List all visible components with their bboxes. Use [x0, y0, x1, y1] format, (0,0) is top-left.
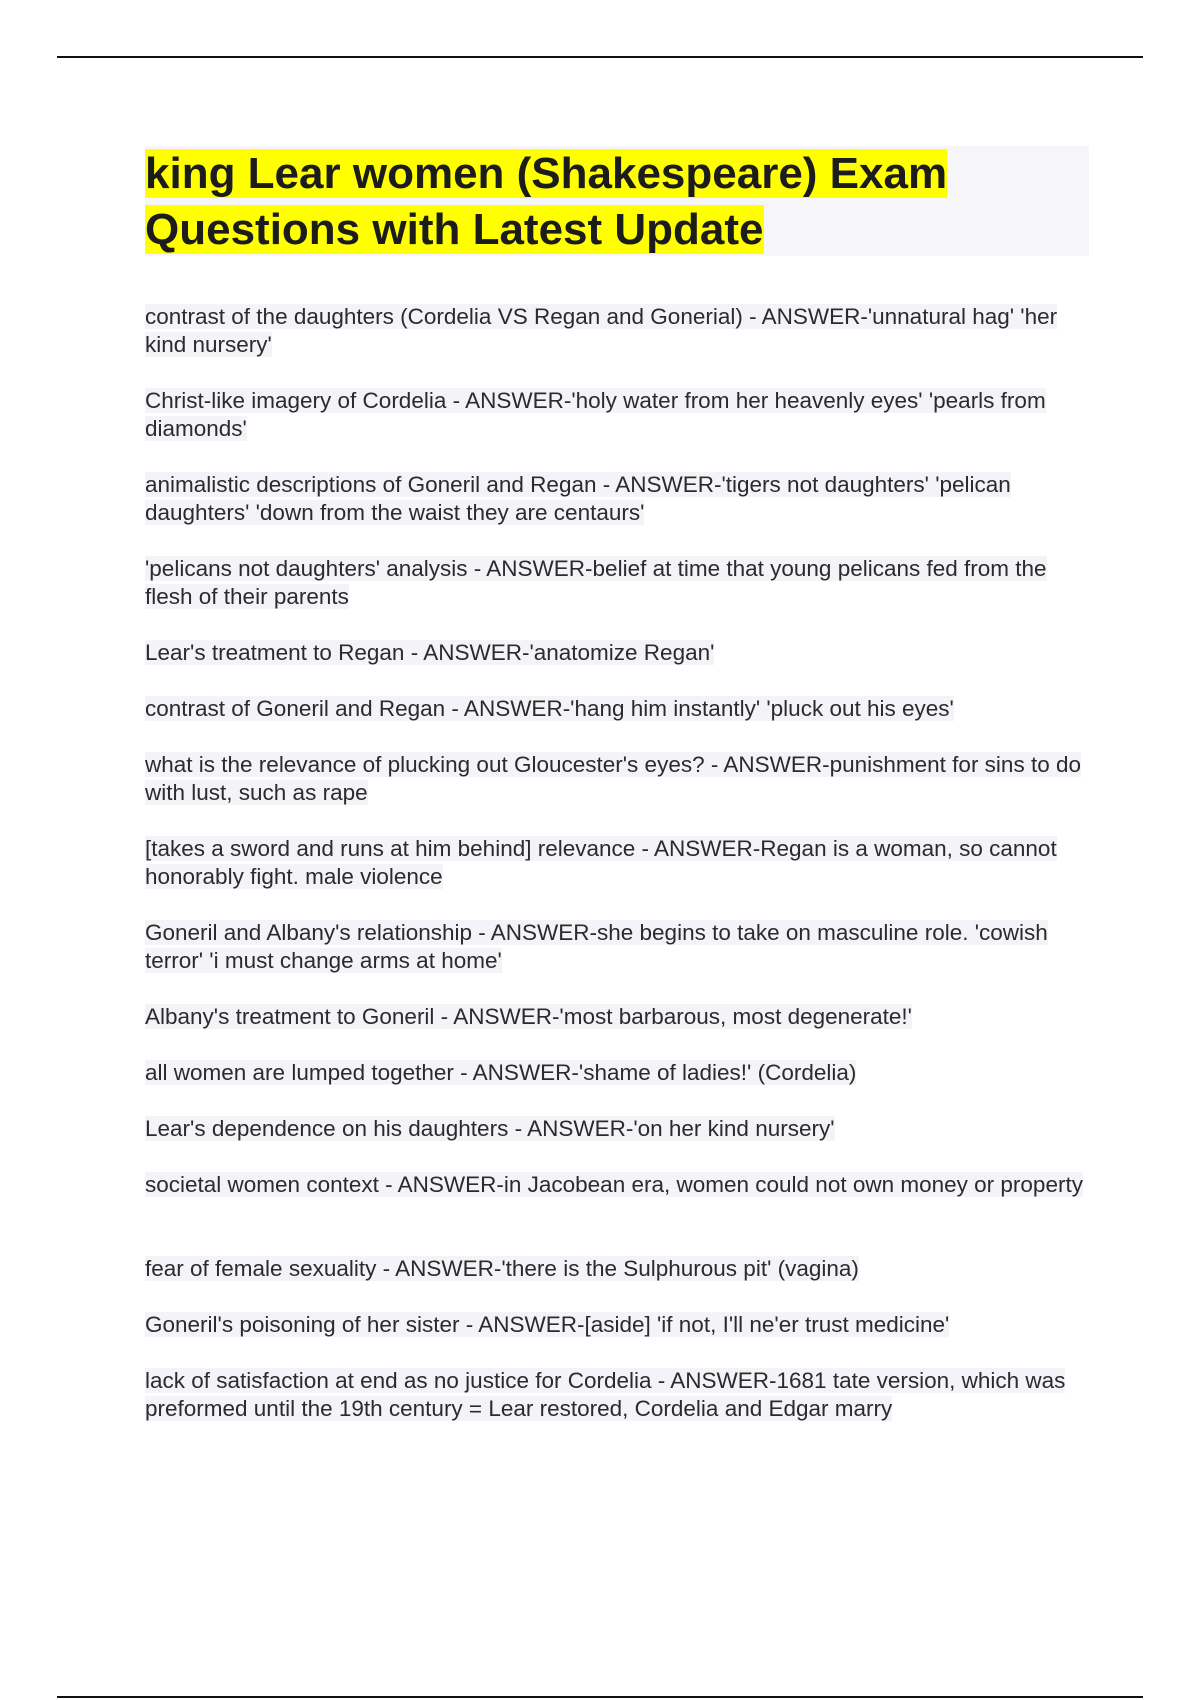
qa-item [145, 303, 1095, 387]
qa-item-text: lack of satisfaction at end as no justice for Cordelia - ANSWER-1681 tate version, which was preformed until the 19th century = Lear restored, Cordelia and Edgar marry [145, 1368, 1066, 1421]
title-block [145, 146, 1089, 256]
qa-item [145, 695, 1095, 751]
qa-item-text: 'pelicans not daughters' analysis - ANSWER-belief at time that young pelicans fed from the flesh of their parents [145, 556, 1047, 609]
qa-item-text: Lear's treatment to Regan - ANSWER-'anatomize Regan' [145, 640, 715, 665]
qa-item-text: animalistic descriptions of Goneril and Regan - ANSWER-'tigers not daughters' 'pelican daughters' 'down from the waist they are centaurs' [145, 472, 1011, 525]
qa-item-text: fear of female sexuality - ANSWER-'there is the Sulphurous pit' (vagina) [145, 1256, 859, 1281]
qa-list [145, 303, 1095, 1451]
document-title [145, 146, 1089, 258]
qa-item [145, 639, 1095, 695]
qa-item-text: Goneril and Albany's relationship - ANSWER-she begins to take on masculine role. 'cowish terror' 'i must change arms at home' [145, 920, 1048, 973]
qa-item-text: societal women context - ANSWER-in Jacobean era, women could not own money or property [145, 1172, 1083, 1197]
qa-item [145, 387, 1095, 471]
qa-item [145, 555, 1095, 639]
qa-item-text: Albany's treatment to Goneril - ANSWER-'most barbarous, most degenerate!' [145, 1004, 912, 1029]
qa-item-text: contrast of Goneril and Regan - ANSWER-'hang him instantly' 'pluck out his eyes' [145, 696, 954, 721]
qa-item-text: contrast of the daughters (Cordelia VS Regan and Gonerial) - ANSWER-'unnatural hag' 'her kind nursery' [145, 304, 1058, 357]
qa-item [145, 1367, 1095, 1451]
qa-item [145, 471, 1095, 555]
qa-item [145, 751, 1095, 835]
qa-item [145, 1311, 1095, 1367]
qa-item-text: all women are lumped together - ANSWER-'shame of ladies!' (Cordelia) [145, 1060, 857, 1085]
qa-item [145, 1059, 1095, 1115]
qa-item-text: Goneril's poisoning of her sister - ANSWER-[aside] 'if not, I'll ne'er trust medicine' [145, 1312, 950, 1337]
qa-item [145, 919, 1095, 1003]
qa-item [145, 1115, 1095, 1171]
qa-item [145, 1171, 1095, 1255]
bottom-rule [57, 1696, 1143, 1698]
document-title-text: king Lear women (Shakespeare) Exam Questions with Latest Update [145, 149, 948, 254]
qa-item [145, 1255, 1095, 1311]
qa-item-text: Christ-like imagery of Cordelia - ANSWER-'holy water from her heavenly eyes' 'pearls from diamonds' [145, 388, 1046, 441]
qa-item-text: Lear's dependence on his daughters - ANSWER-'on her kind nursery' [145, 1116, 835, 1141]
qa-item [145, 835, 1095, 919]
qa-item-text: [takes a sword and runs at him behind] relevance - ANSWER-Regan is a woman, so cannot honorably fight. male violence [145, 836, 1057, 889]
top-rule [57, 56, 1143, 58]
qa-item-text: what is the relevance of plucking out Gloucester's eyes? - ANSWER-punishment for sins to do with lust, such as rape [145, 752, 1081, 805]
qa-item [145, 1003, 1095, 1059]
